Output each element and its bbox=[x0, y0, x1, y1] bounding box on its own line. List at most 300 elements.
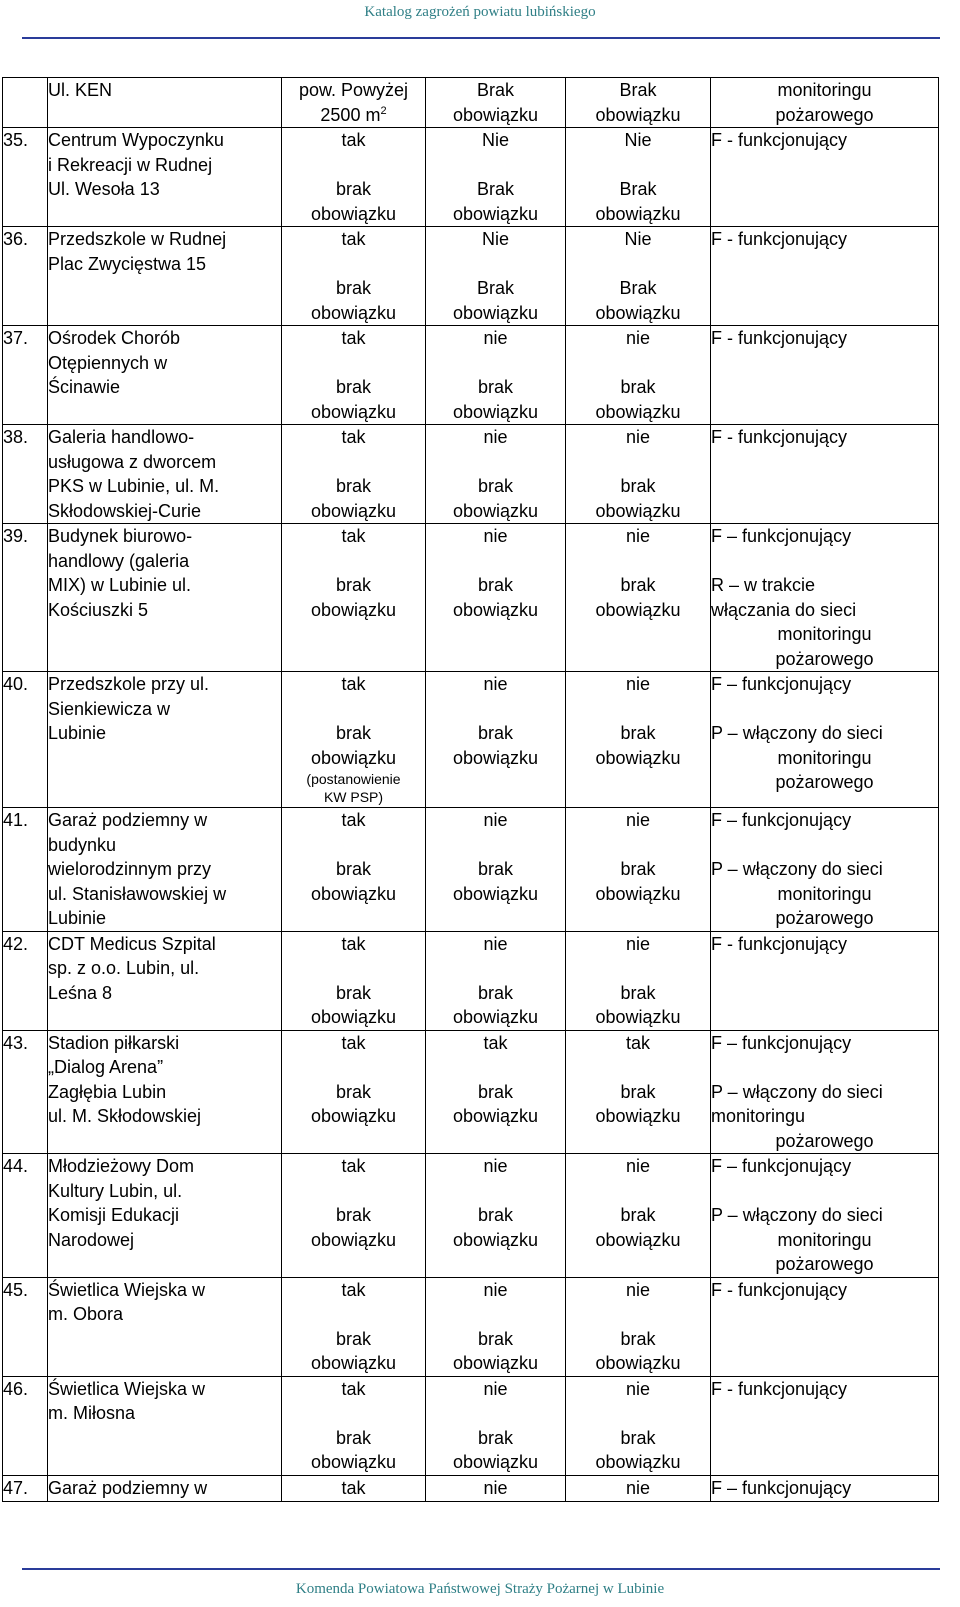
col5-line: obowiązku bbox=[595, 104, 681, 125]
col5-line: brak bbox=[620, 1328, 656, 1349]
col5-line: Nie bbox=[624, 229, 652, 249]
col3-line: brak bbox=[335, 982, 371, 1003]
cell-spacer bbox=[282, 1179, 425, 1204]
cell-spacer bbox=[711, 1055, 938, 1080]
object-name-line: i Rekreacji w Rudnej bbox=[48, 154, 213, 175]
table-row bbox=[3, 524, 939, 672]
cell-spacer bbox=[426, 252, 565, 277]
cell-spacer bbox=[282, 1401, 425, 1426]
row-number-cell bbox=[3, 672, 48, 808]
object-name-cell bbox=[48, 808, 282, 932]
status-cell bbox=[711, 128, 939, 227]
cell-spacer bbox=[426, 1401, 565, 1426]
status-line: F - funkcjonujący bbox=[711, 328, 848, 348]
status-line: F – funkcjonujący bbox=[711, 810, 852, 830]
status-line: P – włączony do sieci bbox=[711, 1081, 883, 1102]
col3-line: obowiązku bbox=[310, 500, 397, 521]
col3-line: obowiązku bbox=[310, 1452, 397, 1472]
col4-line: obowiązku bbox=[452, 401, 539, 422]
col4-cell bbox=[426, 1277, 566, 1376]
col3-cell bbox=[282, 1376, 426, 1475]
col3-line: tak bbox=[341, 933, 366, 954]
col5-line: Brak bbox=[619, 80, 657, 100]
status-line: F - funkcjonujący bbox=[711, 130, 848, 150]
cell-spacer bbox=[426, 1055, 565, 1080]
row-number: 44. bbox=[3, 1156, 29, 1176]
col3-line: tak bbox=[341, 130, 366, 150]
object-name-line: Stadion piłkarski bbox=[48, 1032, 180, 1053]
col3-line: brak bbox=[335, 723, 371, 743]
status-line: pożarowego bbox=[775, 104, 874, 125]
col3-cell bbox=[282, 808, 426, 932]
cell-spacer bbox=[711, 549, 938, 574]
page-footer: Komenda Powiatowa Państwowej Straży Pożarnej w Lubinie bbox=[295, 1581, 665, 1597]
col5-line: obowiązku bbox=[595, 500, 681, 521]
col4-cell bbox=[426, 227, 566, 326]
row-number: 38. bbox=[3, 427, 29, 447]
col5-line: obowiązku bbox=[595, 1353, 681, 1373]
col4-line: nie bbox=[483, 674, 508, 694]
col4-line: obowiązku bbox=[452, 1229, 539, 1250]
row-number: 39. bbox=[3, 526, 29, 546]
cell-spacer bbox=[282, 1302, 425, 1327]
object-name-cell bbox=[48, 1030, 282, 1154]
cell-spacer bbox=[711, 833, 938, 858]
col4-line: brak bbox=[477, 723, 513, 743]
col5-line: nie bbox=[625, 1279, 651, 1300]
cell-spacer bbox=[566, 1179, 710, 1204]
object-name-line: CDT Medicus Szpital bbox=[48, 933, 216, 954]
status-line: monitoringu bbox=[777, 883, 872, 904]
status-line: pożarowego bbox=[775, 648, 874, 669]
col3-cell bbox=[282, 1277, 426, 1376]
col4-line: obowiązku bbox=[452, 1106, 539, 1126]
col4-cell bbox=[426, 1376, 566, 1475]
col5-cell bbox=[566, 931, 711, 1030]
col4-line: Brak bbox=[476, 278, 514, 298]
object-name-line: Przedszkole w Rudnej bbox=[48, 229, 227, 249]
col4-line: obowiązku bbox=[452, 1353, 539, 1373]
table-row bbox=[3, 1030, 939, 1154]
col3-cell bbox=[282, 326, 426, 425]
object-name-line: Zagłębia Lubin bbox=[48, 1081, 167, 1102]
col5-line: nie bbox=[625, 933, 651, 954]
col4-line: nie bbox=[483, 1279, 508, 1300]
object-name-line: Garaż podziemny w bbox=[48, 1477, 208, 1498]
status-line: monitoringu bbox=[777, 1229, 872, 1250]
status-line: pożarowego bbox=[775, 1254, 874, 1274]
status-line: F – funkcjonujący bbox=[711, 526, 852, 546]
col3-line: tak bbox=[341, 328, 366, 348]
col4-line: nie bbox=[483, 526, 508, 546]
col5-line: brak bbox=[620, 982, 656, 1003]
col4-cell bbox=[426, 672, 566, 808]
status-line: P – włączony do sieci bbox=[711, 1205, 883, 1225]
cell-spacer bbox=[426, 549, 565, 574]
cell-spacer bbox=[566, 1302, 710, 1327]
page-header: Katalog zagrożeń powiatu lubińskiego bbox=[364, 4, 596, 20]
cell-spacer bbox=[426, 351, 565, 376]
object-name-line: Komisji Edukacji bbox=[48, 1205, 180, 1225]
col5-line: nie bbox=[625, 1156, 651, 1176]
row-number: 42. bbox=[3, 933, 29, 954]
col3-line: tak bbox=[341, 810, 366, 830]
col5-line: nie bbox=[625, 1477, 651, 1498]
cell-spacer bbox=[282, 1055, 425, 1080]
col3-line: obowiązku bbox=[310, 747, 397, 768]
col4-line: Brak bbox=[476, 179, 514, 199]
header-rule bbox=[22, 37, 940, 39]
cell-spacer bbox=[426, 833, 565, 858]
col3-line: obowiązku bbox=[310, 1353, 397, 1373]
cell-spacer bbox=[426, 956, 565, 981]
cell-spacer bbox=[711, 697, 938, 722]
object-name-cell bbox=[48, 326, 282, 425]
object-name-cell bbox=[48, 78, 282, 128]
row-number-cell bbox=[3, 1376, 48, 1475]
object-name-line: MIX) w Lubinie ul. bbox=[48, 575, 192, 595]
col4-line: brak bbox=[477, 982, 513, 1003]
table-row bbox=[3, 1475, 939, 1501]
status-line: pożarowego bbox=[775, 772, 874, 792]
object-name-cell bbox=[48, 425, 282, 524]
col3-line: brak bbox=[335, 1328, 371, 1349]
col5-cell bbox=[566, 808, 711, 932]
status-cell bbox=[711, 808, 939, 932]
row-number-cell bbox=[3, 227, 48, 326]
col5-line: obowiązku bbox=[595, 302, 681, 323]
col3-cell bbox=[282, 1030, 426, 1154]
col5-line: obowiązku bbox=[595, 401, 681, 422]
col5-cell bbox=[566, 1277, 711, 1376]
status-cell bbox=[711, 1376, 939, 1475]
col4-line: nie bbox=[483, 328, 508, 348]
object-name-line: ul. M. Skłodowskiej bbox=[48, 1106, 202, 1126]
col5-cell bbox=[566, 78, 711, 128]
status-line: F - funkcjonujący bbox=[711, 427, 848, 447]
row-number: 37. bbox=[3, 328, 29, 348]
status-line: F – funkcjonujący bbox=[711, 1032, 852, 1053]
col4-cell bbox=[426, 1154, 566, 1278]
row-number-cell bbox=[3, 524, 48, 672]
status-line: F – funkcjonujący bbox=[711, 1156, 852, 1176]
col4-line: brak bbox=[477, 575, 513, 595]
col3-line: obowiązku bbox=[310, 203, 397, 224]
col5-line: brak bbox=[620, 575, 656, 595]
col4-line: tak bbox=[483, 1032, 508, 1053]
table-row bbox=[3, 425, 939, 524]
object-name-cell bbox=[48, 227, 282, 326]
col4-line: obowiązku bbox=[452, 302, 539, 323]
row-number-cell bbox=[3, 78, 48, 128]
row-number: 35. bbox=[3, 130, 29, 150]
col3-line: tak bbox=[341, 1279, 366, 1300]
col4-line: Nie bbox=[481, 229, 509, 249]
col5-line: nie bbox=[625, 526, 651, 546]
status-cell bbox=[711, 672, 939, 808]
status-cell bbox=[711, 1277, 939, 1376]
cell-spacer bbox=[426, 1179, 565, 1204]
row-number-cell bbox=[3, 128, 48, 227]
cell-spacer bbox=[282, 153, 425, 178]
object-name-line: Kościuszki 5 bbox=[48, 599, 149, 620]
col5-line: brak bbox=[620, 476, 656, 496]
col4-line: brak bbox=[477, 377, 513, 397]
col5-line: obowiązku bbox=[595, 1229, 681, 1250]
object-name-cell bbox=[48, 1277, 282, 1376]
table-row bbox=[3, 808, 939, 932]
object-name-line: Skłodowskiej-Curie bbox=[48, 500, 202, 521]
row-number-cell bbox=[3, 425, 48, 524]
col3-note: (postanowienie bbox=[306, 771, 401, 787]
object-name-line: Plac Zwycięstwa 15 bbox=[48, 253, 207, 274]
col4-line: obowiązku bbox=[452, 883, 539, 904]
cell-spacer bbox=[282, 697, 425, 722]
object-name-cell bbox=[48, 931, 282, 1030]
col3-line: brak bbox=[335, 476, 371, 496]
status-line: F - funkcjonujący bbox=[711, 1378, 848, 1399]
object-name-line: budynku bbox=[48, 834, 117, 855]
col3-line: brak bbox=[335, 377, 371, 397]
col4-line: nie bbox=[483, 427, 508, 447]
col4-line: brak bbox=[477, 859, 513, 879]
col3-line: tak bbox=[341, 229, 366, 249]
row-number-cell bbox=[3, 1277, 48, 1376]
col5-line: brak bbox=[620, 1081, 656, 1102]
col5-line: Nie bbox=[624, 130, 652, 150]
object-name-cell bbox=[48, 1154, 282, 1278]
cell-spacer bbox=[566, 697, 710, 722]
col5-line: obowiązku bbox=[595, 1106, 681, 1126]
object-name-line: Garaż podziemny w bbox=[48, 810, 208, 830]
object-name-line: PKS w Lubinie, ul. M. bbox=[48, 476, 220, 496]
object-name-line: m. Miłosna bbox=[48, 1403, 136, 1423]
status-line: P – włączony do sieci bbox=[711, 859, 883, 879]
col5-line: brak bbox=[620, 1205, 656, 1225]
row-number-cell bbox=[3, 1030, 48, 1154]
col4-line: obowiązku bbox=[452, 104, 539, 125]
object-name-line: Świetlica Wiejska w bbox=[48, 1279, 206, 1300]
col5-line: brak bbox=[620, 1427, 656, 1448]
col4-line: nie bbox=[483, 1378, 508, 1399]
col5-line: obowiązku bbox=[595, 1452, 681, 1472]
col4-line: brak bbox=[477, 1427, 513, 1448]
col5-cell bbox=[566, 1475, 711, 1501]
object-name-line: wielorodzinnym przy bbox=[48, 859, 212, 879]
col3-line: obowiązku bbox=[310, 401, 397, 422]
col4-line: Brak bbox=[476, 80, 514, 100]
status-line: monitoringu bbox=[777, 747, 872, 768]
col5-line: brak bbox=[620, 859, 656, 879]
col4-cell bbox=[426, 1030, 566, 1154]
col4-line: Nie bbox=[481, 130, 509, 150]
col3-line: brak bbox=[335, 575, 371, 595]
table-row bbox=[3, 128, 939, 227]
cell-spacer bbox=[282, 956, 425, 981]
object-name-line: Lubinie bbox=[48, 723, 107, 743]
table-row bbox=[3, 1376, 939, 1475]
col3-cell bbox=[282, 1154, 426, 1278]
area-value: 2500 m bbox=[320, 104, 381, 125]
cell-spacer bbox=[566, 351, 710, 376]
object-name-line: Ul. KEN bbox=[48, 80, 113, 100]
cell-spacer bbox=[566, 153, 710, 178]
cell-spacer bbox=[282, 833, 425, 858]
footer-rule bbox=[22, 1568, 940, 1570]
col5-line: obowiązku bbox=[595, 599, 681, 620]
col4-line: obowiązku bbox=[452, 747, 539, 768]
object-name-line: ul. Stanisławowskiej w bbox=[48, 883, 227, 904]
col5-line: brak bbox=[620, 377, 656, 397]
object-name-line: Sienkiewicza w bbox=[48, 698, 171, 719]
cell-spacer bbox=[282, 549, 425, 574]
col3-line: obowiązku bbox=[310, 302, 397, 323]
area-unit-superscript: 2 bbox=[380, 104, 387, 117]
object-name-line: Leśna 8 bbox=[48, 982, 113, 1003]
col5-line: nie bbox=[625, 674, 651, 694]
col3-note: KW PSP) bbox=[323, 789, 384, 805]
status-line: pożarowego bbox=[775, 1130, 874, 1151]
col4-cell bbox=[426, 326, 566, 425]
col4-cell bbox=[426, 931, 566, 1030]
status-line: F - funkcjonujący bbox=[711, 229, 848, 249]
col3-line: brak bbox=[335, 278, 371, 298]
row-number-cell bbox=[3, 931, 48, 1030]
col3-line: brak bbox=[335, 1081, 371, 1102]
col3-line: tak bbox=[341, 1032, 366, 1053]
object-name-cell bbox=[48, 1475, 282, 1501]
object-name-line: handlowy (galeria bbox=[48, 550, 190, 571]
status-line: włączania do sieci bbox=[711, 599, 857, 620]
col3-cell bbox=[282, 128, 426, 227]
col4-cell bbox=[426, 1475, 566, 1501]
status-line: F – funkcjonujący bbox=[711, 1477, 852, 1498]
row-number-cell bbox=[3, 1154, 48, 1278]
col3-line: obowiązku bbox=[310, 1007, 397, 1027]
col4-cell bbox=[426, 524, 566, 672]
cell-spacer bbox=[711, 1179, 938, 1204]
row-number: 43. bbox=[3, 1032, 29, 1053]
col5-cell bbox=[566, 326, 711, 425]
col4-cell bbox=[426, 78, 566, 128]
col4-line: obowiązku bbox=[452, 500, 539, 521]
cell-spacer bbox=[282, 252, 425, 277]
col5-line: brak bbox=[620, 723, 656, 743]
col3-line bbox=[282, 103, 425, 128]
col4-cell bbox=[426, 425, 566, 524]
cell-spacer bbox=[566, 956, 710, 981]
col5-cell bbox=[566, 425, 711, 524]
col4-line: obowiązku bbox=[452, 1007, 539, 1027]
status-line: F – funkcjonujący bbox=[711, 674, 852, 694]
row-number: 47. bbox=[3, 1477, 29, 1498]
col5-cell bbox=[566, 524, 711, 672]
cell-spacer bbox=[282, 351, 425, 376]
col4-line: nie bbox=[483, 1477, 508, 1498]
object-name-line: Ośrodek Chorób bbox=[48, 328, 181, 348]
cell-spacer bbox=[426, 697, 565, 722]
col5-cell bbox=[566, 1154, 711, 1278]
col4-line: nie bbox=[483, 1156, 508, 1176]
cell-spacer bbox=[566, 833, 710, 858]
col3-line: tak bbox=[341, 427, 366, 447]
col4-line: obowiązku bbox=[452, 1452, 539, 1472]
row-number: 46. bbox=[3, 1378, 29, 1399]
col3-line: brak bbox=[335, 179, 371, 199]
object-name-line: Galeria handlowo- bbox=[48, 427, 195, 447]
status-cell bbox=[711, 1030, 939, 1154]
cell-spacer bbox=[566, 450, 710, 475]
col3-line: brak bbox=[335, 1427, 371, 1448]
hazard-table bbox=[2, 77, 939, 1502]
col4-line: nie bbox=[483, 933, 508, 954]
col4-cell bbox=[426, 808, 566, 932]
status-cell bbox=[711, 1475, 939, 1501]
col3-line: obowiązku bbox=[310, 1106, 397, 1126]
status-cell bbox=[711, 524, 939, 672]
object-name-cell bbox=[48, 1376, 282, 1475]
object-name-line: m. Obora bbox=[48, 1304, 124, 1324]
status-cell bbox=[711, 326, 939, 425]
object-name-line: „Dialog Arena” bbox=[48, 1057, 164, 1077]
object-name-line: sp. z o.o. Lubin, ul. bbox=[48, 958, 200, 978]
table-row bbox=[3, 326, 939, 425]
status-line: pożarowego bbox=[775, 908, 874, 928]
status-line: F - funkcjonujący bbox=[711, 1279, 848, 1300]
col5-cell bbox=[566, 1030, 711, 1154]
status-line: monitoringu bbox=[777, 624, 872, 644]
col5-cell bbox=[566, 1376, 711, 1475]
row-number: 41. bbox=[3, 810, 29, 830]
col3-line: brak bbox=[335, 859, 371, 879]
status-cell bbox=[711, 425, 939, 524]
col4-line: brak bbox=[477, 1205, 513, 1225]
col3-line: brak bbox=[335, 1205, 371, 1225]
col4-line: brak bbox=[477, 1081, 513, 1102]
col3-cell bbox=[282, 425, 426, 524]
col5-line: Brak bbox=[619, 179, 657, 199]
object-name-line: Świetlica Wiejska w bbox=[48, 1378, 206, 1399]
object-name-line: Budynek biurowo- bbox=[48, 526, 193, 546]
row-number-cell bbox=[3, 1475, 48, 1501]
col5-line: nie bbox=[625, 1378, 651, 1399]
col5-line: obowiązku bbox=[595, 883, 681, 904]
status-cell bbox=[711, 1154, 939, 1278]
col5-cell bbox=[566, 128, 711, 227]
object-name-line: Otępiennych w bbox=[48, 352, 168, 373]
col4-line: brak bbox=[477, 476, 513, 496]
cell-spacer bbox=[282, 450, 425, 475]
status-line: F - funkcjonujący bbox=[711, 933, 848, 954]
col4-cell bbox=[426, 128, 566, 227]
object-name-cell bbox=[48, 672, 282, 808]
object-name-line: Centrum Wypoczynku bbox=[48, 130, 224, 150]
cell-spacer bbox=[426, 450, 565, 475]
object-name-line: usługowa z dworcem bbox=[48, 451, 217, 472]
table-row bbox=[3, 1154, 939, 1278]
status-line: monitoringu bbox=[711, 1106, 806, 1126]
col3-line: tak bbox=[341, 1477, 366, 1498]
status-line: monitoringu bbox=[777, 80, 872, 100]
object-name-line: Narodowej bbox=[48, 1229, 135, 1250]
col3-cell bbox=[282, 1475, 426, 1501]
col5-cell bbox=[566, 227, 711, 326]
col5-line: nie bbox=[625, 810, 651, 830]
object-name-line: Ścinawie bbox=[48, 377, 121, 397]
table-row bbox=[3, 1277, 939, 1376]
object-name-cell bbox=[48, 128, 282, 227]
col4-line: obowiązku bbox=[452, 203, 539, 224]
